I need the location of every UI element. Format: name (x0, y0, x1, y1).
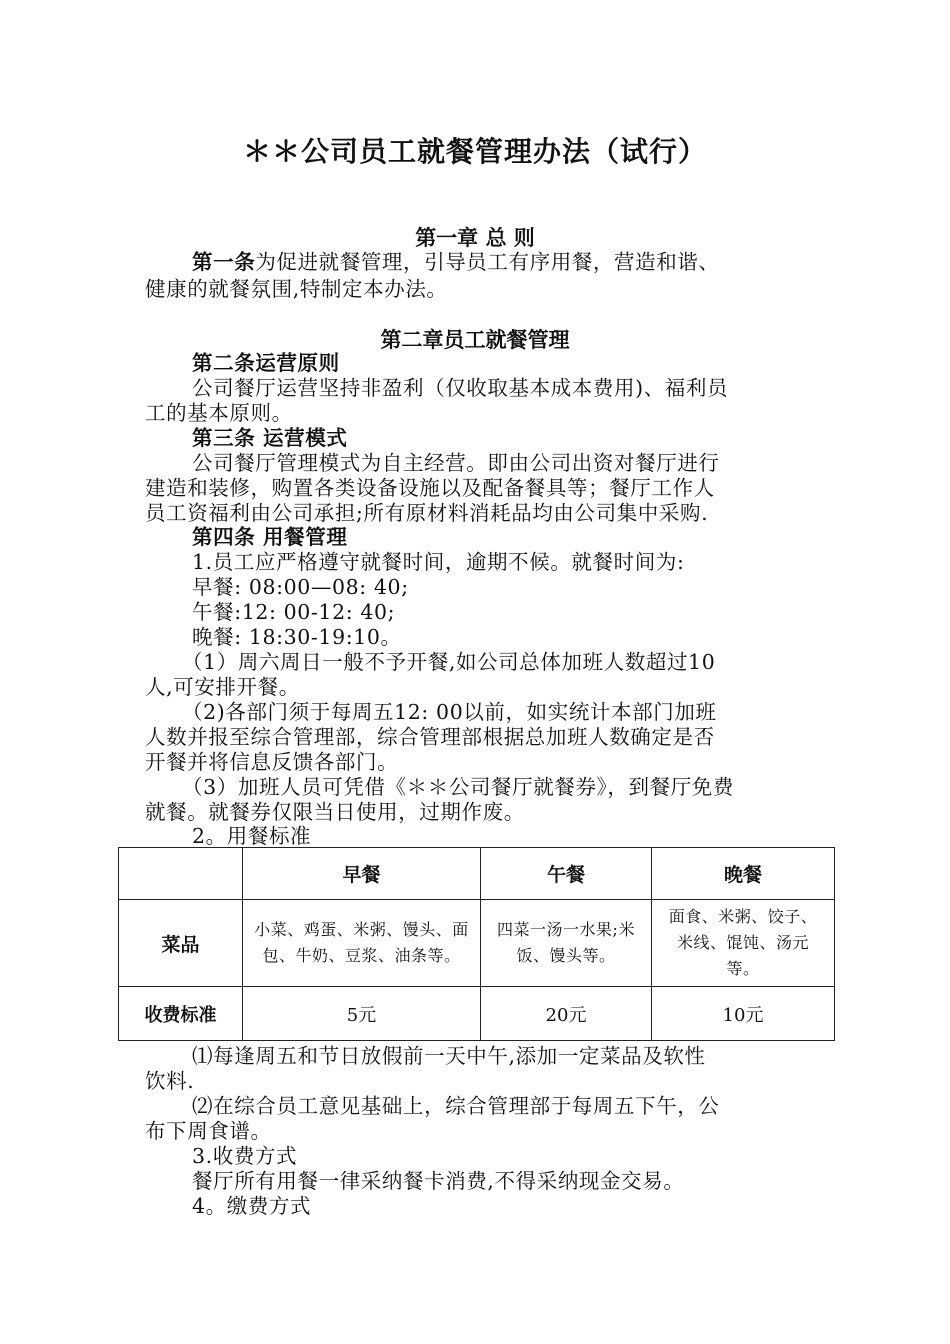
section-4-heading: 4。缴费方式 (192, 1194, 312, 1218)
breakfast-fee: 5元 (243, 987, 481, 1041)
article-1-text: 为促进就餐管理，引导员工有序用餐，营造和谐、 (255, 250, 720, 274)
item-1-line-2: 人,可安排开餐。 (145, 675, 300, 699)
lunch-dishes: 四菜一汤一水果;米饭、馒头等。 (481, 900, 652, 987)
item-2-line-1: （2)各部门须于每周五12: 00以前，如实统计本部门加班 (182, 700, 717, 724)
dinner-dishes: 面食、米粥、饺子、米线、馄饨、汤元等。 (652, 900, 835, 987)
article-3-line-2: 建造和装修，购置各类设备设施以及配备餐具等；餐厅工作人 (145, 476, 715, 500)
meal-standard-table (118, 847, 835, 1041)
article-2-line-2: 工的基本原则。 (145, 401, 293, 425)
breakfast-time: 早餐: 08:00—08: 40; (192, 575, 409, 599)
dinner-time: 晚餐: 18:30-19:10。 (192, 625, 402, 649)
document-title: ＊＊公司员工就餐管理办法（试行） (242, 135, 707, 168)
item-2-line-2: 人数并报至综合管理部，综合管理部根据总加班人数确定是否 (145, 725, 715, 749)
note-1-line-2: 饮料. (145, 1069, 195, 1093)
section-3-heading: 3.收费方式 (192, 1144, 298, 1168)
article-2-heading: 第二条运营原则 (192, 351, 340, 375)
table-header-row (119, 848, 835, 900)
item-2-line-3: 开餐并将信息反馈各部门。 (145, 750, 399, 774)
article-4-para-1: 1.员工应严格遵守就餐时间，逾期不候。就餐时间为: (192, 550, 685, 574)
note-1-line-1: ⑴每逢周五和节日放假前一天中午,添加一定菜品及软性 (192, 1044, 706, 1068)
article-3-line-3: 员工资福利由公司承担;所有原材料消耗品均由公司集中采购. (145, 501, 709, 525)
lunch-time: 午餐:12: 00-12: 40; (192, 600, 396, 624)
note-2-line-2: 布下周食谱。 (145, 1119, 272, 1143)
chapter-1-heading: 第一章 总 则 (415, 225, 535, 250)
article-1-line-2: 健康的就餐氛围,特制定本办法。 (145, 277, 448, 301)
note-2-line-1: ⑵在综合员工意见基础上，综合管理部于每周五下午，公 (192, 1094, 720, 1118)
dinner-fee: 10元 (652, 987, 835, 1041)
row-label-dishes: 菜品 (119, 900, 243, 987)
section-2-heading: 2。用餐标准 (192, 824, 312, 848)
article-1-line-1 (192, 249, 720, 275)
article-3-heading: 第三条 运营模式 (192, 426, 348, 450)
header-dinner: 晚餐 (652, 848, 835, 900)
item-3-line-2: 就餐。就餐券仅限当日使用，过期作废。 (145, 800, 525, 824)
article-2-line-1: 公司餐厅运营坚持非盈利（仅收取基本成本费用)、福利员 (192, 376, 729, 400)
item-1-line-1: （1）周六周日一般不予开餐,如公司总体加班人数超过10 (182, 650, 716, 674)
table-row (119, 900, 835, 987)
header-blank (119, 848, 243, 900)
article-1-label: 第一条 (192, 250, 256, 274)
lunch-fee: 20元 (481, 987, 652, 1041)
item-3-line-1: （3）加班人员可凭借《＊＊公司餐厅就餐券》，到餐厅免费 (182, 775, 734, 799)
breakfast-dishes: 小菜、鸡蛋、米粥、馒头、面包、牛奶、豆浆、油条等。 (243, 900, 481, 987)
chapter-2-heading: 第二章员工就餐管理 (380, 327, 570, 352)
article-3-line-1: 公司餐厅管理模式为自主经营。即由公司出资对餐厅进行 (192, 451, 720, 475)
table-row (119, 987, 835, 1041)
article-4-heading: 第四条 用餐管理 (192, 525, 348, 549)
header-lunch: 午餐 (481, 848, 652, 900)
header-breakfast: 早餐 (243, 848, 481, 900)
row-label-fee: 收费标准 (119, 987, 243, 1041)
section-3-body: 餐厅所有用餐一律采纳餐卡消费,不得采纳现金交易。 (192, 1169, 685, 1193)
